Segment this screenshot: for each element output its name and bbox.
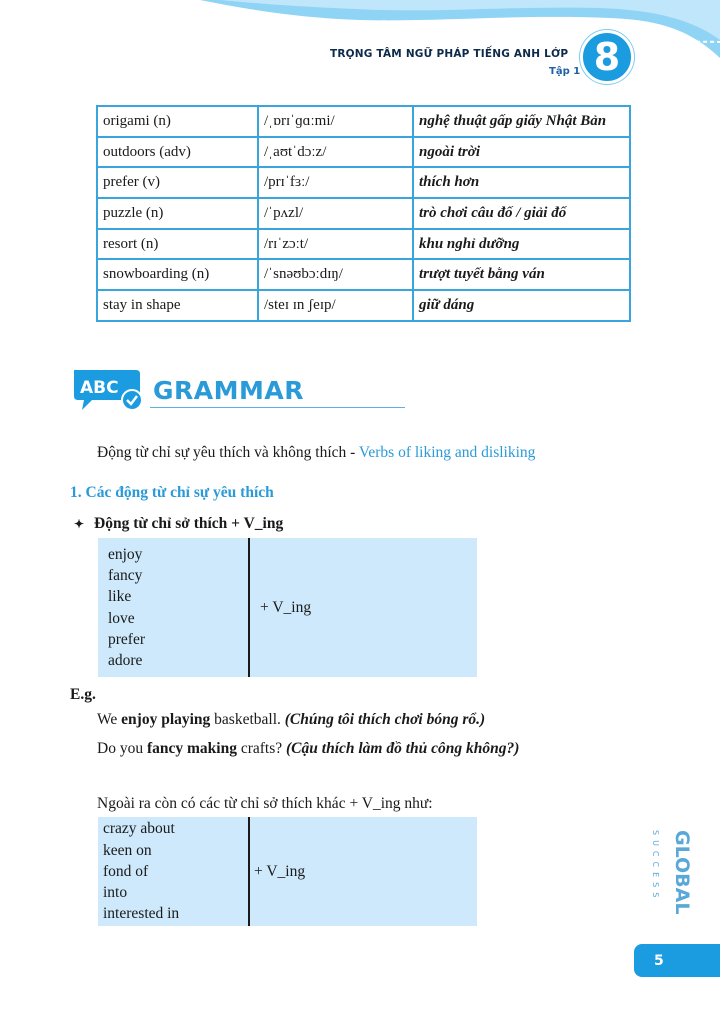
vocab-word: snowboarding (n) (97, 259, 258, 290)
bullet-text: Động từ chỉ sở thích + V_ing (94, 515, 284, 532)
vocab-meaning: thích hơn (413, 167, 630, 198)
rule-cell: + V_ing (260, 598, 312, 616)
example-1 (97, 711, 485, 729)
example-label: E.g. (70, 686, 96, 703)
global-success-logo (648, 826, 693, 938)
example-2-pre: Do you (97, 740, 147, 757)
example-2-verbs: fancy making (146, 740, 237, 757)
vocab-row (97, 229, 630, 260)
example-2-translation: (Cậu thích làm đồ thủ công không?) (286, 740, 520, 757)
list-item: interested in (103, 905, 180, 923)
vocab-ipa: /steɪ ɪn ʃeɪp/ (258, 290, 413, 321)
page-number: 5 (654, 953, 664, 969)
list-item: keen on (103, 841, 152, 859)
vocab-meaning: ngoài trời (413, 137, 630, 168)
logo-line-1: GLOBAL (671, 830, 693, 915)
vocab-meaning: trò chơi câu đố / giải đố (413, 198, 630, 229)
list-item: crazy about (103, 820, 175, 838)
rule-cell-2: + V_ing (254, 862, 306, 880)
header-volume: Tập 1 (549, 66, 581, 77)
vocab-word: puzzle (n) (97, 198, 258, 229)
grammar-intro (97, 444, 535, 462)
vocab-word: origami (n) (97, 106, 258, 137)
vocab-word: prefer (v) (97, 167, 258, 198)
example-1-verbs: enjoy playing (121, 711, 211, 728)
vocab-row (97, 167, 630, 198)
vocab-meaning: trượt tuyết bằng ván (413, 259, 630, 290)
list-item: enjoy (108, 545, 143, 563)
vocab-meaning: giữ dáng (413, 290, 630, 321)
example-1-post: basketball. (210, 711, 285, 728)
list-item: fond of (103, 862, 149, 880)
vocab-ipa: /ˌɒrɪˈɡɑːmi/ (258, 106, 413, 137)
abc-badge-label: ABC (80, 378, 119, 398)
vocab-ipa: /ˈsnəʊbɔːdɪŋ/ (258, 259, 413, 290)
star-bullet-icon: ✦ (74, 517, 85, 531)
phrases-cell (98, 817, 249, 926)
vocab-row (97, 259, 630, 290)
page-number-tab (634, 944, 720, 977)
vocab-ipa: /ˈpʌzl/ (258, 198, 413, 229)
vocab-row (97, 198, 630, 229)
example-1-pre: We (97, 711, 122, 728)
list-item: adore (108, 652, 143, 670)
liking-verbs-table (98, 538, 477, 677)
bullet-line (74, 515, 283, 533)
list-item: love (108, 609, 135, 627)
vocab-word: resort (n) (97, 229, 258, 260)
vocab-ipa: /prɪˈfɜː/ (258, 167, 413, 198)
grammar-title: GRAMMAR (153, 376, 304, 405)
list-item: into (103, 884, 128, 902)
vocab-meaning: nghệ thuật gấp giấy Nhật Bản (413, 106, 630, 137)
verbs-cell (98, 538, 249, 677)
example-1-translation: (Chúng tôi thích chơi bóng rổ.) (284, 711, 486, 728)
header-title: TRỌNG TÂM NGỮ PHÁP TIẾNG ANH LỚP (330, 48, 569, 60)
vocabulary-table (96, 105, 631, 322)
example-2 (97, 740, 519, 758)
vocab-ipa: /ˌaʊtˈdɔːz/ (258, 137, 413, 168)
list-item: fancy (108, 566, 143, 584)
section-heading: 1. Các động từ chỉ sự yêu thích (70, 484, 274, 501)
logo-line-2: SUCCESS (651, 830, 660, 903)
abc-speech-bubble-icon (70, 366, 148, 414)
vocab-meaning: khu nghỉ dưỡng (413, 229, 630, 260)
example-2-post: crafts? (236, 740, 287, 757)
vocab-row (97, 106, 630, 137)
intro-vietnamese: Động từ chỉ sự yêu thích và không thích - (97, 444, 359, 461)
vocab-word: outdoors (adv) (97, 137, 258, 168)
list-item: prefer (108, 630, 145, 648)
vocab-word: stay in shape (97, 290, 258, 321)
vocab-ipa: /rɪˈzɔːt/ (258, 229, 413, 260)
vocab-row (97, 290, 630, 321)
grammar-underline (150, 407, 405, 408)
grade-badge: 8 (580, 30, 634, 84)
other-phrases-table (98, 817, 477, 926)
list-item: like (108, 588, 132, 606)
other-phrases-intro: Ngoài ra còn có các từ chỉ sở thích khác + V_ing như: (97, 795, 433, 812)
vocab-row (97, 137, 630, 168)
intro-english: Verbs of liking and disliking (358, 444, 536, 461)
